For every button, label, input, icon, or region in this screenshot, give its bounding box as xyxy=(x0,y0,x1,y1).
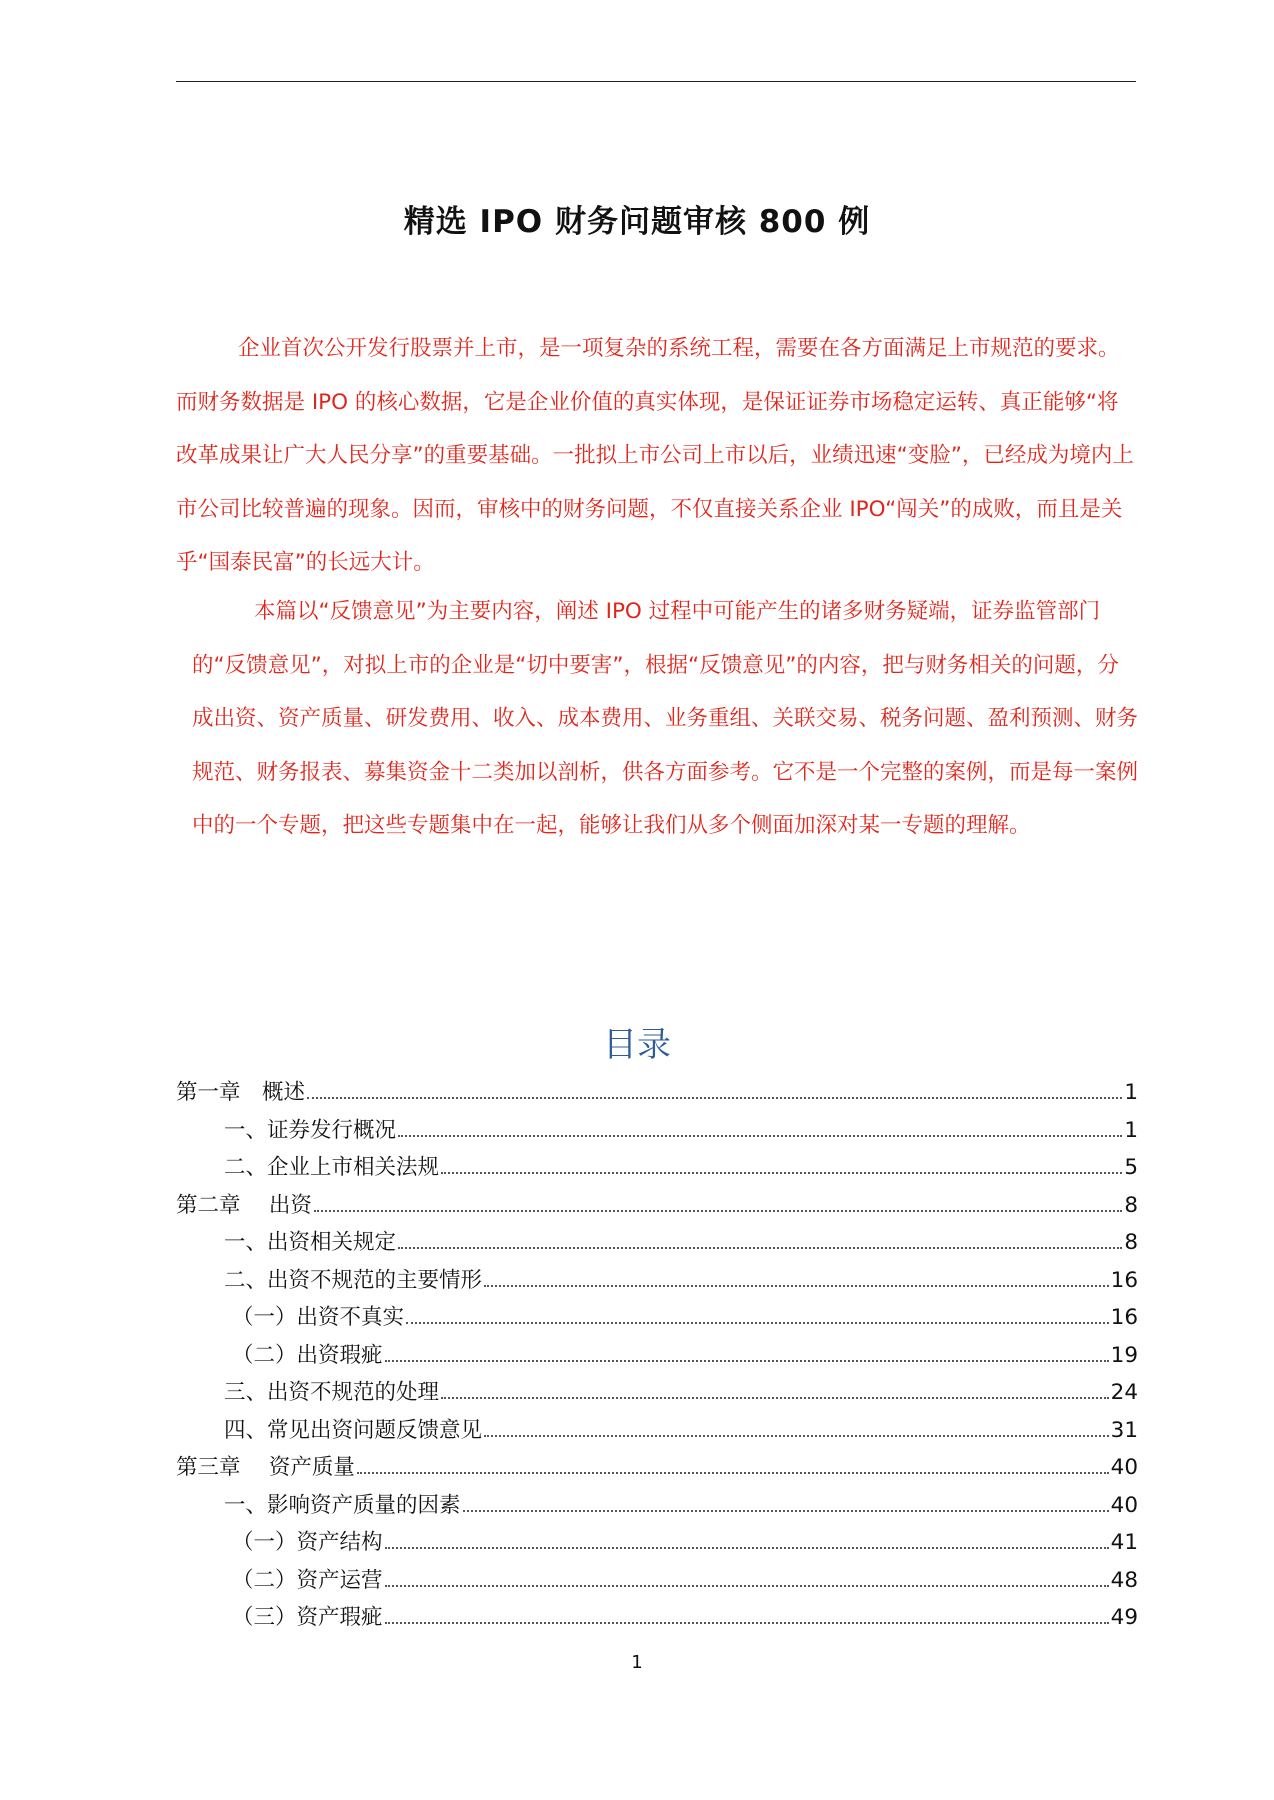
toc-entry[interactable] xyxy=(176,1488,1138,1526)
toc-entry-label: 四、常见出资问题反馈意见 xyxy=(224,1417,483,1443)
toc-entry-label: （二）资产运营 xyxy=(232,1567,383,1593)
toc-entry-label: （三）资产瑕疵 xyxy=(232,1605,383,1630)
toc-leader-dots xyxy=(385,1622,1109,1624)
toc-leader-dots xyxy=(357,1472,1109,1474)
toc-leader-dots xyxy=(398,1135,1122,1137)
toc-leader-dots xyxy=(398,1247,1122,1249)
toc-entry-page: 8 xyxy=(1124,1230,1138,1255)
toc-entry-label: （一）资产结构 xyxy=(232,1530,383,1555)
toc-entry-label: 一、影响资产质量的因素 xyxy=(224,1492,461,1518)
toc-leader-dots xyxy=(307,1097,1122,1099)
toc-entry-label: 第一章 概述 xyxy=(176,1080,306,1105)
toc-entry[interactable] xyxy=(176,1188,1138,1226)
toc-leader-dots xyxy=(441,1397,1109,1399)
toc-entry-page: 1 xyxy=(1124,1080,1138,1105)
document-title: 精选 IPO 财务问题审核 800 例 xyxy=(403,204,871,240)
intro-paragraph-2: 本篇以“反馈意见”为主要内容，阐述 IPO 过程中可能产生的诸多财务疑端，证券监管部门的“反馈意见”，对拟上市的企业是“切中要害”，根据“反馈意见”的内容，把与财务相关的问题，分成出资、资产质量、研发费用、收入、成本费用、业务重组、关联交易、税务问题、盈利预测、财务规范、财务报表、募集资金十二类加以剖析，供各方面参考。它不是一个完整的案例，而是每一案例中的一个专题，把这些专题集中在一起，能够让我们从多个侧面加深对某一专题的理解。 xyxy=(192,599,1139,838)
toc-entry-page: 49 xyxy=(1110,1605,1138,1630)
intro-paragraph-1: 企业首次公开发行股票并上市，是一项复杂的系统工程，需要在各方面满足上市规范的要求。而财务数据是 IPO 的核心数据，它是企业价值的真实体现，是保证证券市场稳定运转、真正能够“将改革成果让广大人民分享”的重要基础。一批拟上市公司上市以后，业绩迅速“变脸”，已经成为境内上市公司比较普遍的现象。因而，审核中的财务问题，不仅直接关系企业 IPO“闯关”的成败，而且是关乎“国泰民富”的长远大计。 xyxy=(176,336,1134,575)
toc-entry[interactable] xyxy=(176,1225,1138,1263)
toc-entry[interactable] xyxy=(176,1338,1138,1376)
toc-entry[interactable] xyxy=(176,1075,1138,1113)
toc-leader-dots xyxy=(385,1360,1109,1362)
table-of-contents xyxy=(176,1075,1138,1638)
toc-entry-label: 一、证券发行概况 xyxy=(224,1117,397,1143)
toc-entry[interactable] xyxy=(176,1600,1138,1638)
toc-entry-page: 24 xyxy=(1110,1380,1138,1405)
toc-leader-dots xyxy=(385,1547,1109,1549)
toc-entry[interactable] xyxy=(176,1113,1138,1151)
toc-entry[interactable] xyxy=(176,1450,1138,1488)
toc-entry[interactable] xyxy=(176,1263,1138,1301)
toc-entry[interactable] xyxy=(176,1375,1138,1413)
toc-entry-page: 8 xyxy=(1124,1192,1138,1218)
toc-entry-label: 二、企业上市相关法规 xyxy=(224,1155,440,1180)
toc-leader-dots xyxy=(463,1510,1109,1512)
toc-entry[interactable] xyxy=(176,1525,1138,1563)
toc-leader-dots xyxy=(314,1210,1122,1212)
toc-entry-label: 第二章 出资 xyxy=(176,1192,312,1218)
toc-entry-label: 第三章 资产质量 xyxy=(176,1455,355,1480)
toc-entry-page: 5 xyxy=(1124,1155,1138,1180)
toc-leader-dots xyxy=(484,1285,1109,1287)
page-number: 1 xyxy=(631,1652,643,1673)
toc-entry[interactable] xyxy=(176,1413,1138,1451)
toc-heading: 目录 xyxy=(603,1025,671,1065)
toc-entry-page: 16 xyxy=(1110,1305,1138,1330)
toc-entry-page: 48 xyxy=(1110,1567,1138,1593)
toc-leader-dots xyxy=(385,1585,1109,1587)
toc-entry-page: 41 xyxy=(1110,1530,1138,1555)
toc-entry-page: 16 xyxy=(1110,1267,1138,1293)
header-rule xyxy=(176,81,1136,82)
toc-entry-page: 1 xyxy=(1124,1117,1138,1143)
toc-entry[interactable] xyxy=(176,1300,1138,1338)
toc-entry-page: 40 xyxy=(1110,1455,1138,1480)
toc-entry-label: 二、出资不规范的主要情形 xyxy=(224,1267,483,1293)
toc-entry-page: 31 xyxy=(1110,1417,1138,1443)
toc-entry[interactable] xyxy=(176,1150,1138,1188)
toc-entry-page: 19 xyxy=(1110,1342,1138,1368)
toc-entry-label: （二）出资瑕疵 xyxy=(232,1342,383,1368)
toc-entry-label: 三、出资不规范的处理 xyxy=(224,1380,440,1405)
toc-leader-dots xyxy=(441,1172,1122,1174)
toc-leader-dots xyxy=(406,1322,1109,1324)
toc-entry-label: 一、出资相关规定 xyxy=(224,1230,397,1255)
toc-entry-label: （一）出资不真实 xyxy=(232,1305,405,1330)
toc-leader-dots xyxy=(484,1435,1109,1437)
toc-entry-page: 40 xyxy=(1110,1492,1138,1518)
toc-entry[interactable] xyxy=(176,1563,1138,1601)
